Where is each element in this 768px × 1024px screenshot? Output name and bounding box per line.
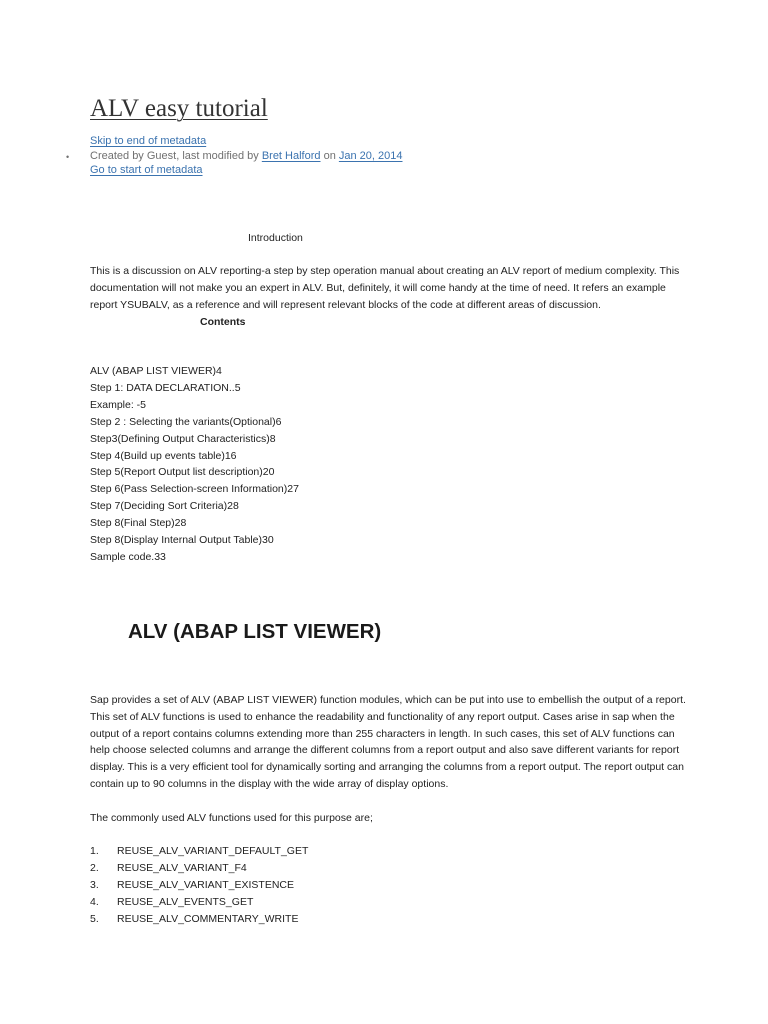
functions-list [90, 843, 308, 928]
modified-date-link[interactable]: Jan 20, 2014 [338, 150, 403, 162]
function-name: REUSE_ALV_EVENTS_GET [117, 895, 254, 908]
created-by-text: Created by Guest, last modified by [90, 150, 262, 162]
table-of-contents [90, 363, 299, 566]
bullet-icon: • [66, 152, 70, 162]
on-word: on [320, 150, 339, 162]
introduction-paragraph: This is a discussion on ALV reporting-a step by step operation manual about creating an ALV report of medium complexity. This documentation will not make you an expert in ALV. But, definitely, it will come handy at the time of need. It refers an example report YSUBALV, as a reference and will represent relevant blocks of the code at different areas of discussion. [90, 265, 680, 311]
toc-item[interactable]: Step 2 : Selecting the variants(Optional)6 [90, 415, 282, 428]
toc-item[interactable]: Step 4(Build up events table)16 [90, 449, 237, 462]
list-item [90, 894, 308, 911]
toc-item[interactable]: Step 6(Pass Selection-screen Information)27 [90, 483, 299, 496]
functions-intro-line: The commonly used ALV functions used for this purpose are; [90, 812, 373, 824]
list-item [90, 843, 308, 860]
toc-item[interactable]: Step 1: DATA DECLARATION..5 [90, 381, 241, 394]
section-paragraph: Sap provides a set of ALV (ABAP LIST VIEWER) function modules, which can be put into use to embellish the output of a report. This set of ALV functions is used to enhance the readability and functionality of any report output. Cases arise in sap when the output of a report contains columns extending more than 255 characters in length. In such cases, this set of ALV functions can help choose selected columns and arrange the different columns from a report output and also save different variants for report display. This is a very efficient tool for dynamically sorting and arranging the columns from a report output. The report output can contain up to 90 columns in the display with the wide array of display options. [90, 694, 686, 790]
page-metadata-line [90, 149, 403, 163]
list-item [90, 877, 308, 894]
section-heading: ALV (ABAP LIST VIEWER) [128, 620, 382, 643]
toc-item[interactable]: Step 7(Deciding Sort Criteria)28 [90, 500, 239, 513]
list-number: 5. [90, 912, 99, 925]
function-name: REUSE_ALV_VARIANT_DEFAULT_GET [117, 845, 309, 857]
function-name: REUSE_ALV_COMMENTARY_WRITE [117, 912, 299, 925]
introduction-heading: Introduction [248, 232, 303, 244]
go-to-start-of-metadata-link[interactable]: Go to start of metadata [90, 164, 203, 176]
function-name: REUSE_ALV_VARIANT_EXISTENCE [117, 878, 295, 891]
author-link[interactable]: Bret Halford [261, 150, 321, 162]
toc-item[interactable]: Step 5(Report Output list description)20 [90, 466, 275, 479]
toc-item[interactable]: Step3(Defining Output Characteristics)8 [90, 432, 276, 445]
list-number: 1. [90, 845, 99, 857]
toc-item[interactable]: Sample code.33 [90, 550, 166, 563]
list-number: 4. [90, 895, 99, 908]
toc-item[interactable]: Example: -5 [90, 398, 147, 411]
toc-item[interactable]: Step 8(Final Step)28 [90, 517, 187, 530]
list-item [90, 911, 308, 928]
toc-item[interactable]: ALV (ABAP LIST VIEWER)4 [90, 365, 222, 377]
skip-to-end-of-metadata-link[interactable]: Skip to end of metadata [90, 135, 207, 147]
toc-item[interactable]: Step 8(Display Internal Output Table)30 [90, 534, 274, 547]
page-title[interactable]: ALV easy tutorial [90, 95, 268, 122]
list-number: 3. [90, 878, 99, 891]
list-number: 2. [90, 861, 99, 874]
function-name: REUSE_ALV_VARIANT_F4 [117, 861, 247, 874]
list-item [90, 860, 308, 877]
contents-heading: Contents [200, 316, 246, 328]
